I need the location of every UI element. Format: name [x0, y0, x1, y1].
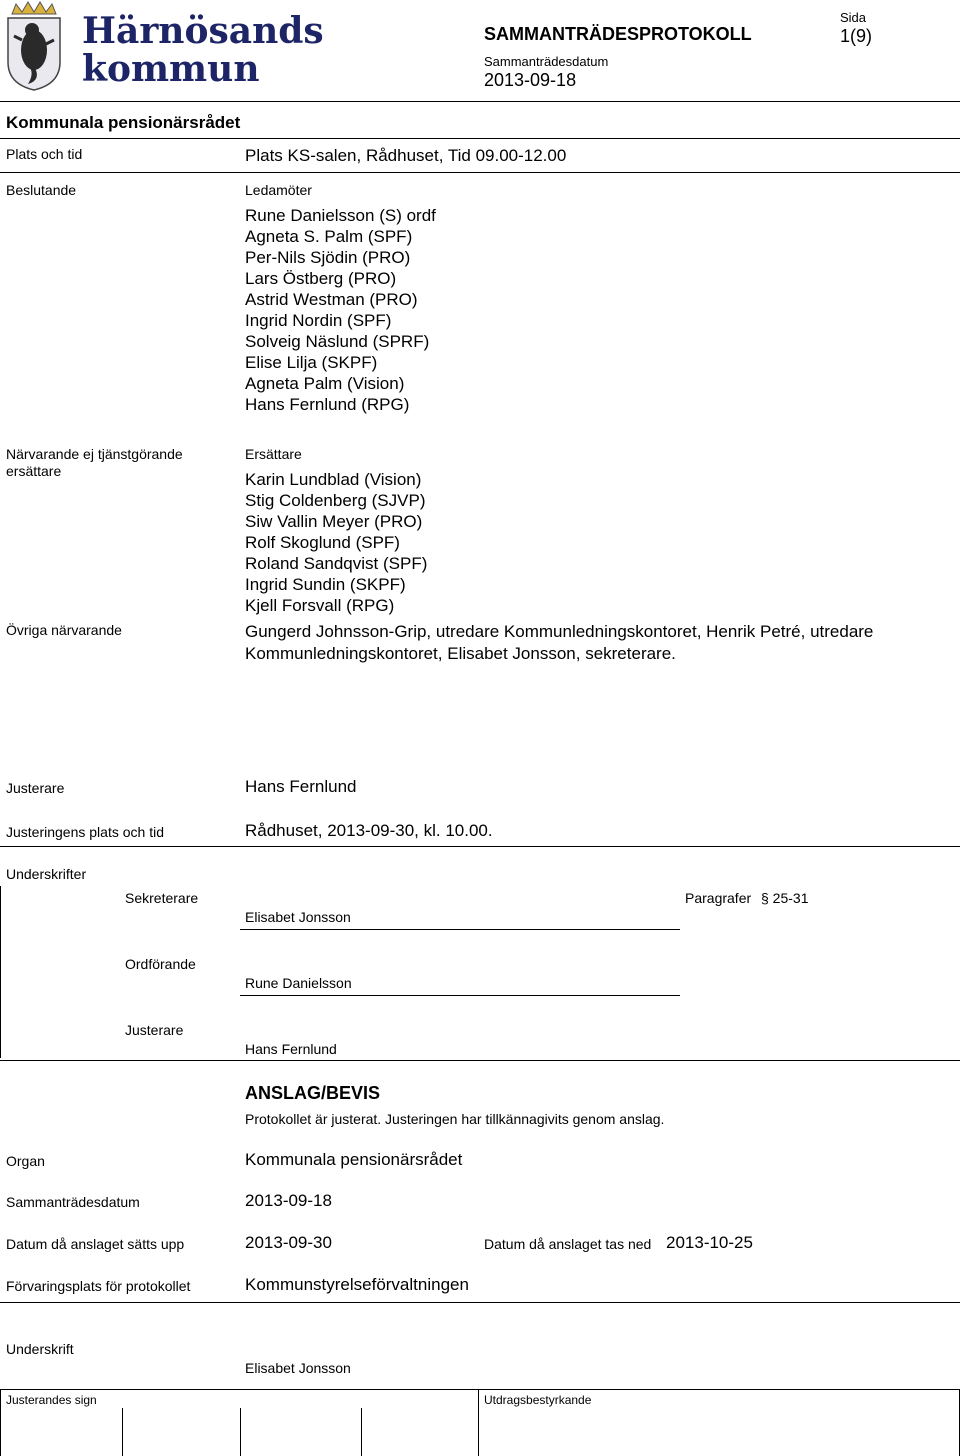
removed-date-value: 2013-10-25 — [666, 1233, 753, 1252]
others-label: Övriga närvarande — [6, 622, 122, 638]
member-name: Elise Lilja (SKPF) — [245, 353, 378, 372]
meeting-date-label: Sammanträdesdatum — [6, 1194, 140, 1210]
footer-top-line — [0, 1389, 960, 1390]
members-group-label: Ledamöter — [245, 182, 312, 198]
document-type: SAMMANTRÄDESPROTOKOLL — [484, 24, 752, 44]
logo-line-1: Härnösands — [82, 10, 324, 52]
member-name: Agneta Palm (Vision) — [245, 374, 405, 393]
member-name: Rune Danielsson (S) ordf — [245, 206, 436, 225]
notice-text: Protokollet är justerat. Justeringen har tillkännagivits genom anslag. — [245, 1111, 665, 1127]
header-divider — [0, 101, 960, 102]
footer-box-divider — [478, 1389, 479, 1456]
member-name: Lars Östberg (PRO) — [245, 269, 397, 288]
substitute-name: Roland Sandqvist (SPF) — [245, 554, 428, 573]
chair-label: Ordförande — [125, 956, 196, 972]
substitute-name: Rolf Skoglund (SPF) — [245, 533, 400, 552]
adjuster-sign-name: Hans Fernlund — [245, 1041, 337, 1057]
chair-sign-line — [240, 995, 680, 996]
substitute-name: Kjell Forsvall (RPG) — [245, 596, 395, 615]
paragraphs-value: § 25-31 — [761, 890, 809, 906]
logo-line-2: kommun — [82, 48, 260, 90]
beaver-crest-icon — [4, 0, 64, 92]
substitute-name: Siw Vallin Meyer (PRO) — [245, 512, 423, 531]
storage-label: Förvaringsplats för protokollet — [6, 1278, 191, 1294]
removed-date-label: Datum då anslaget tas ned — [484, 1236, 652, 1252]
adjuster-sign-label: Justerare — [125, 1022, 184, 1038]
substitutes-list — [245, 469, 427, 616]
adjuster-sign-box-label: Justerandes sign — [6, 1393, 97, 1407]
storage-divider — [0, 1302, 960, 1303]
extract-box-label: Utdragsbestyrkande — [484, 1393, 592, 1407]
secretary-sign-line — [240, 929, 680, 930]
footer-box-divider — [240, 1408, 241, 1456]
member-name: Hans Fernlund (RPG) — [245, 395, 410, 414]
body-title: Kommunala pensionärsrådet — [6, 113, 241, 132]
members-list — [245, 205, 436, 415]
footer-box-divider — [0, 1389, 1, 1456]
substitute-name: Karin Lundblad (Vision) — [245, 470, 422, 489]
adjuster-label: Justerare — [6, 780, 65, 796]
title-divider — [0, 138, 960, 139]
adjust-place-value: Rådhuset, 2013-09-30, kl. 10.00. — [245, 821, 493, 840]
meeting-date-value: 2013-09-18 — [245, 1191, 332, 1210]
member-name: Ingrid Nordin (SPF) — [245, 311, 392, 330]
chair-name: Rune Danielsson — [245, 975, 352, 991]
signatures-divider — [0, 1060, 960, 1061]
substitutes-label-line2: ersättare — [6, 463, 62, 479]
substitute-name: Ingrid Sundin (SKPF) — [245, 575, 406, 594]
storage-value: Kommunstyrelseförvaltningen — [245, 1275, 469, 1294]
notice-heading: ANSLAG/BEVIS — [245, 1083, 381, 1103]
header-date: 2013-09-18 — [484, 70, 577, 90]
member-name: Solveig Näslund (SPRF) — [245, 332, 430, 351]
municipality-crest — [4, 0, 64, 92]
signature-label: Underskrift — [6, 1341, 74, 1357]
place-time-value: Plats KS-salen, Rådhuset, Tid 09.00-12.00 — [245, 146, 567, 165]
adjust-divider — [0, 846, 960, 847]
others-line-2: Kommunledningskontoret, Elisabet Jonsson, sekreterare. — [245, 644, 676, 663]
place-time-label: Plats och tid — [6, 146, 83, 162]
logo-wordmark — [82, 12, 324, 88]
posted-date-label: Datum då anslaget sätts upp — [6, 1236, 185, 1252]
signatures-label: Underskrifter — [6, 866, 87, 882]
organ-value: Kommunala pensionärsrådet — [245, 1150, 463, 1169]
organ-label: Organ — [6, 1153, 45, 1169]
substitutes-group-label: Ersättare — [245, 446, 302, 462]
page-number: 1(9) — [840, 26, 873, 46]
adjuster-value: Hans Fernlund — [245, 777, 357, 796]
secretary-name: Elisabet Jonsson — [245, 909, 351, 925]
deciding-label: Beslutande — [6, 182, 77, 198]
adjust-place-label: Justeringens plats och tid — [6, 824, 164, 840]
footer-box-divider — [361, 1408, 362, 1456]
secretary-label: Sekreterare — [125, 890, 199, 906]
signature-name: Elisabet Jonsson — [245, 1360, 351, 1376]
member-name: Agneta S. Palm (SPF) — [245, 227, 413, 246]
paragraphs-label: Paragrafer — [685, 890, 752, 906]
place-divider — [0, 172, 960, 173]
substitutes-label-line1: Närvarande ej tjänstgörande — [6, 446, 183, 462]
posted-date-value: 2013-09-30 — [245, 1233, 332, 1252]
others-line-1: Gungerd Johnsson-Grip, utredare Kommunledningskontoret, Henrik Petré, utredare — [245, 622, 874, 641]
substitute-name: Stig Coldenberg (SJVP) — [245, 491, 426, 510]
header-date-label: Sammanträdesdatum — [484, 54, 609, 69]
member-name: Per-Nils Sjödin (PRO) — [245, 248, 411, 267]
footer-box-divider — [122, 1408, 123, 1456]
member-name: Astrid Westman (PRO) — [245, 290, 418, 309]
page-label: Sida — [840, 10, 867, 25]
signature-left-border — [0, 886, 1, 1058]
